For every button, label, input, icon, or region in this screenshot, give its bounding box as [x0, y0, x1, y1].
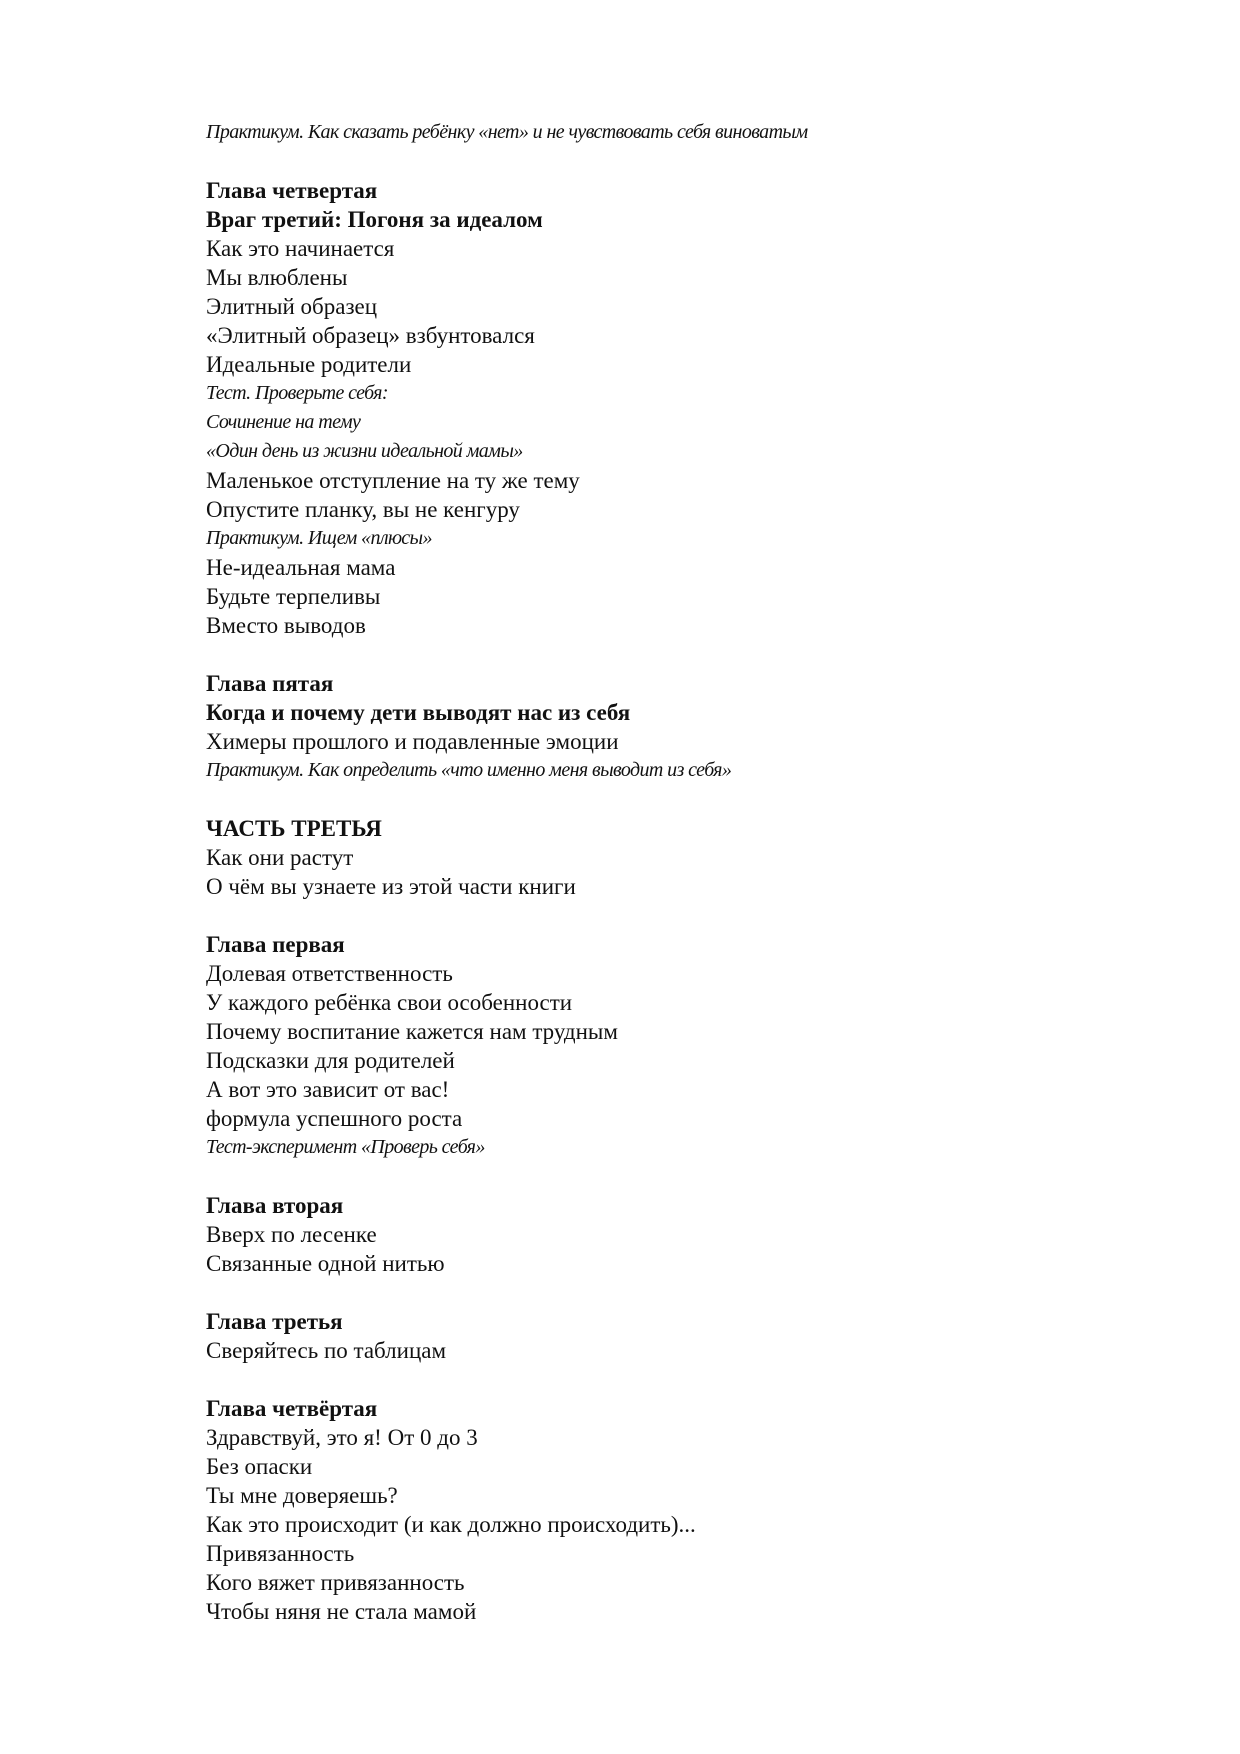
- toc-entry: «Элитный образец» взбунтовался: [206, 323, 535, 348]
- toc-entry: Связанные одной нитью: [206, 1251, 445, 1276]
- toc-entry: Идеальные родители: [206, 352, 412, 377]
- toc-entry: Будьте терпеливы: [206, 584, 381, 609]
- toc-entry-italic: Практикум. Как определить «что именно меня выводит из себя»: [206, 759, 732, 781]
- toc-entry: Долевая ответственность: [206, 961, 453, 986]
- toc-entry-italic: Сочинение на тему: [206, 411, 361, 433]
- toc-entry: Как это начинается: [206, 236, 395, 261]
- toc-entry: Ты мне доверяешь?: [206, 1483, 398, 1508]
- spacer: [206, 1278, 1186, 1307]
- toc-entry: Опустите планку, вы не кенгуру: [206, 497, 520, 522]
- toc-entry: Мы влюблены: [206, 265, 348, 290]
- toc-entry: Подсказки для родителей: [206, 1048, 455, 1073]
- toc-entry: Химеры прошлого и подавленные эмоции: [206, 729, 619, 754]
- toc-entry: Кого вяжет привязанность: [206, 1570, 465, 1595]
- toc-entry: Как это происходит (и как должно происходить)...: [206, 1512, 696, 1537]
- chapter-heading: Глава пятая: [206, 671, 334, 696]
- toc-entry: Здравствуй, это я! От 0 до 3: [206, 1425, 478, 1450]
- toc-entry-italic: «Один день из жизни идеальной мамы»: [206, 440, 523, 462]
- toc-entry: Почему воспитание кажется нам трудным: [206, 1019, 618, 1044]
- document-page: [206, 118, 1186, 1626]
- chapter-heading: Глава первая: [206, 932, 345, 957]
- chapter-heading: Глава вторая: [206, 1193, 344, 1218]
- spacer: [206, 901, 1186, 930]
- toc-entry: А вот это зависит от вас!: [206, 1077, 450, 1102]
- toc-entry-practicum: Практикум. Как сказать ребёнку «нет» и не чувствовать себя виноватым: [206, 121, 808, 143]
- toc-entry: Вверх по лесенке: [206, 1222, 377, 1247]
- toc-entry: Маленькое отступление на ту же тему: [206, 468, 580, 493]
- spacer: [206, 1162, 1186, 1191]
- part-heading: ЧАСТЬ ТРЕТЬЯ: [206, 816, 382, 841]
- chapter-title: Когда и почему дети выводят нас из себя: [206, 700, 631, 725]
- toc-entry-italic: Тест-эксперимент «Проверь себя»: [206, 1136, 485, 1158]
- chapter-heading: Глава третья: [206, 1309, 343, 1334]
- chapter-heading: Глава четвертая: [206, 178, 378, 203]
- spacer: [206, 147, 1186, 176]
- toc-entry: Не-идеальная мама: [206, 555, 396, 580]
- toc-entry-italic: Тест. Проверьте себя:: [206, 382, 388, 404]
- chapter-title: Враг третий: Погоня за идеалом: [206, 207, 543, 232]
- toc-entry: Чтобы няня не стала мамой: [206, 1599, 477, 1624]
- toc-entry: Элитный образец: [206, 294, 378, 319]
- toc-entry: Как они растут: [206, 845, 354, 870]
- toc-entry: О чём вы узнаете из этой части книги: [206, 874, 576, 899]
- spacer: [206, 640, 1186, 669]
- toc-entry: Вместо выводов: [206, 613, 366, 638]
- toc-entry: Привязанность: [206, 1541, 355, 1566]
- toc-entry: формула успешного роста: [206, 1106, 463, 1131]
- spacer: [206, 1365, 1186, 1394]
- chapter-heading: Глава четвёртая: [206, 1396, 378, 1421]
- spacer: [206, 785, 1186, 814]
- toc-entry-italic: Практикум. Ищем «плюсы»: [206, 527, 432, 549]
- toc-entry: Без опаски: [206, 1454, 313, 1479]
- toc-entry: У каждого ребёнка свои особенности: [206, 990, 573, 1015]
- toc-entry: Сверяйтесь по таблицам: [206, 1338, 447, 1363]
